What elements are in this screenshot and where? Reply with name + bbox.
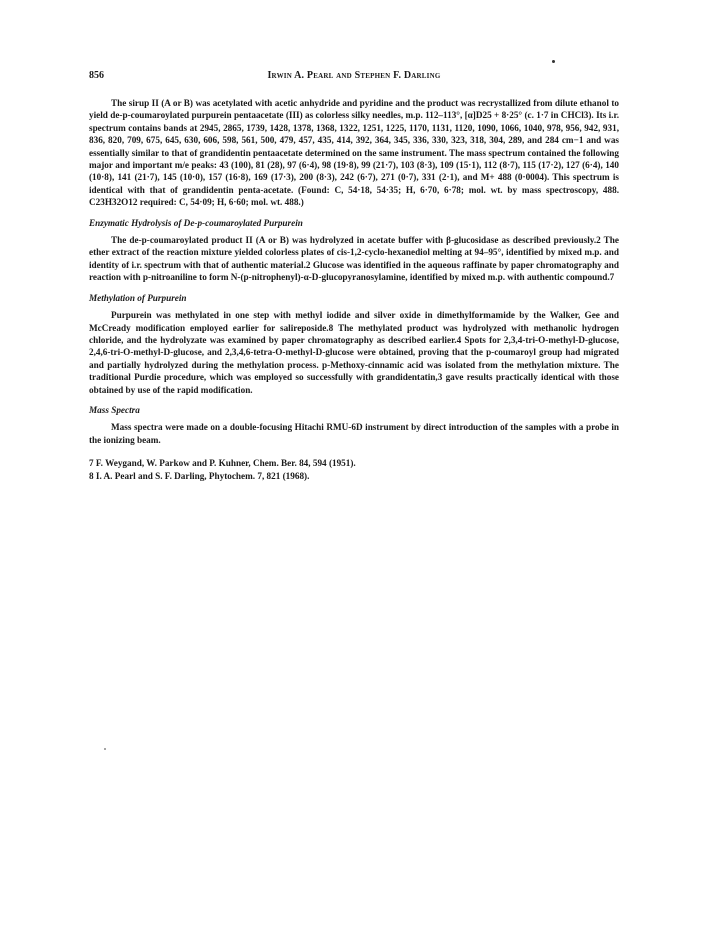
speck-mark xyxy=(104,748,106,750)
reference-8: 8 I. A. Pearl and S. F. Darling, Phytochem. 7, 821 (1968). xyxy=(89,470,310,481)
paragraph-methylation: Purpurein was methylated in one step with methyl iodide and silver oxide in dimethylformamide by the Walker, Gee and McCready modification employed earlier for salireposide.8 The methylated product was hydrolyzed with methanolic hydrogen chloride, and the hydrolyzate was examined by paper chromatography as described earlier.4 Spots for 2,3,4-tri-O-methyl-D-glucose, 2,4,6-tri-O-methyl-D-glucose, and 2,3,4,6-tetra-O-methyl-D-glucose were obtained, proving that the p-coumaroyl group had migrated and partially hydrolyzed during the methylation process. p-Methoxy-cinnamic acid was isolated from the methylation mixture. The traditional Purdie procedure, which was employed so successfully with grandidentatin,3 gave results practically identical with those obtained by use of the rapid modification. xyxy=(89,310,619,395)
running-head: Irwin A. Pearl and Stephen F. Darling xyxy=(267,70,441,81)
speck-mark xyxy=(552,60,555,63)
section-heading-enzymatic: Enzymatic Hydrolysis of De-p-coumaroylated Purpurein xyxy=(89,217,303,228)
reference-7: 7 F. Weygand, W. Parkow and P. Kuhner, Chem. Ber. 84, 594 (1951). xyxy=(89,458,356,469)
footnote-references xyxy=(89,457,619,482)
section-heading-mass-spectra: Mass Spectra xyxy=(89,404,140,415)
paragraph-acetylation: The sirup II (A or B) was acetylated with acetic anhydride and pyridine and the product was recrystallized from dilute ethanol to yield de-p-coumaroylated purpurein pentaacetate (III) as colorless silky needles, m.p. 112–113°, [α]D25 + 8·25° (c. 1·7 in CHCl3). Its i.r. spectrum contains bands at 2945, 2865, 1739, 1428, 1378, 1368, 1322, 1251, 1225, 1170, 1131, 1120, 1090, 1066, 1040, 978, 956, 942, 931, 836, 820, 709, 675, 645, 630, 606, 598, 561, 500, 479, 457, 435, 414, 392, 364, 345, 336, 330, 323, 318, 304, 289, and 284 cm−1 and was essentially similar to that of grandidentin pentaacetate determined on the same instrument. The mass spectrum contained the following major and important m/e peaks: 43 (100), 81 (28), 97 (6·4), 98 (19·8), 99 (21·7), 103 (8·3), 109 (15·1), 112 (8·7), 115 (17·2), 127 (6·4), 140 (10·8), 141 (21·7), 145 (10·0), 157 (16·8), 169 (17·3), 200 (8·3), 242 (6·7), 271 (0·7), 331 (2·1), and M+ 488 (0·0004). This spectrum is identical with that of grandidentin penta-acetate. (Found: C, 54·18, 54·35; H, 6·70, 6·78; mol. wt. by mass spectroscopy, 488. C23H32O12 required: C, 54·09; H, 6·60; mol. wt. 488.) xyxy=(89,98,619,208)
section-heading-methylation: Methylation of Purpurein xyxy=(89,292,187,303)
page-header xyxy=(89,70,619,86)
paragraph-enzymatic: The de-p-coumaroylated product II (A or B) was hydrolyzed in acetate buffer with β-glucosidase as described previously.2 The ether extract of the reaction mixture yielded colorless plates of cis-1,2-cyclo-hexanediol melting at 94–95°, identified by mixed m.p. and identity of i.r. spectrum with that of authentic material.2 Glucose was identified in the aqueous raffinate by paper chromatography and reaction with p-nitroaniline to form N-(p-nitrophenyl)-α-D-glucopyranosylamine, identified by mixed m.p. with authentic compound.7 xyxy=(89,235,619,283)
paragraph-mass-spectra: Mass spectra were made on a double-focusing Hitachi RMU-6D instrument by direct introduction of the samples with a probe in the ionizing beam. xyxy=(89,422,619,445)
article-body xyxy=(89,97,619,482)
page-number: 856 xyxy=(89,70,104,81)
